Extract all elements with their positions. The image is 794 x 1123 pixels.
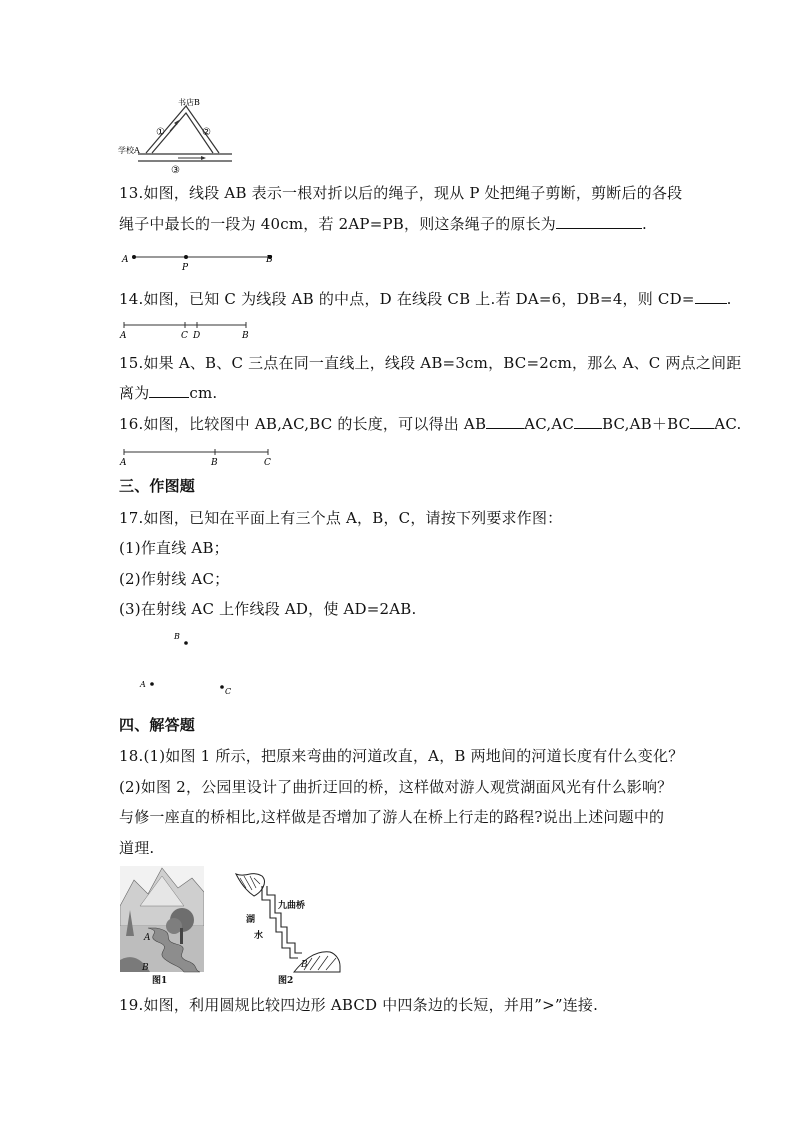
q13-figure — [118, 249, 288, 273]
section-4-heading: 四、解答题 — [119, 716, 196, 734]
q14-text: 14.如图，已知 C 为线段 AB 的中点，D 在线段 CB 上.若 DA=6，DB=4，则 CD= . — [119, 290, 732, 308]
q16-figure — [118, 444, 278, 468]
q16-label-a: A — [120, 458, 127, 468]
q14-figure — [118, 317, 258, 341]
q15-line2: 离为 cm. — [119, 384, 218, 402]
q16-label-c: C — [264, 458, 271, 468]
q17-label-a: A — [140, 680, 146, 689]
q19-line1: 19.如图，利用圆规比较四边形 ABCD 中四条边的长短，并用”>”连接. — [119, 996, 599, 1014]
q13-line1: 13.如图，线段 AB 表示一根对折以后的绳子，现从 P 处把绳子剪断，剪断后的各段 — [119, 184, 683, 202]
q14-label-d: D — [193, 331, 201, 341]
q16-label-b: B — [211, 458, 218, 468]
q18-fig1-label-b: B — [142, 963, 149, 973]
q17-sub2: (2)作射线 AC； — [119, 570, 230, 588]
route-figure — [118, 95, 238, 177]
q17-figure — [130, 628, 240, 698]
bookstore-label: 书店B — [178, 98, 200, 107]
q16-text: 16.如图，比较图中 AB,AC,BC 的长度，可以得出 AB AC,AC BC,AB＋BC AC. — [119, 415, 742, 433]
q17-sub3: (3)在射线 AC 上作线段 AD，使 AD=2AB. — [119, 600, 417, 618]
q18-fig1-caption: 图1 — [152, 976, 168, 986]
q18-line1: 18.(1)如图 1 所示，把原来弯曲的河道改直，A，B 两地间的河道长度有什么变化？ — [119, 747, 684, 765]
q17-sub1: (1)作直线 AB； — [119, 539, 229, 557]
q17-label-c: C — [225, 687, 232, 696]
section-3-heading: 三、作图题 — [119, 477, 196, 495]
q18-fig1-label-a: A — [144, 933, 151, 943]
route-2-label: ② — [202, 127, 211, 138]
q13-label-b: B — [266, 255, 273, 265]
q18-line4: 道理. — [119, 839, 155, 857]
q18-line2: (2)如图 2，公园里设计了曲折迂回的桥，这样做对游人观赏湖面风光有什么影响？ — [119, 778, 673, 796]
q18-fig2-label-b: B — [301, 960, 308, 970]
school-label: 学校A — [118, 146, 140, 155]
q18-fig2-caption: 图2 — [278, 976, 294, 986]
route-1-label: ① — [156, 127, 165, 138]
q13-line2: 绳子中最长的一段为 40cm，若 2AP=PB，则这条绳子的原长为 . — [119, 215, 647, 233]
q18-line3: 与修一座直的桥相比,这样做是否增加了游人在桥上行走的路程?说出上述问题中的 — [119, 808, 665, 826]
q18-figure1 — [120, 866, 204, 986]
q18-fig2-lake-label-2: 水 — [254, 931, 264, 941]
q17-label-b: B — [174, 632, 180, 641]
q14-label-a: A — [120, 331, 127, 341]
q14-label-b: B — [242, 331, 249, 341]
q18-figure2 — [232, 866, 342, 986]
q18-fig2-bridge-label: 九曲桥 — [278, 901, 306, 911]
q13-label-a: A — [122, 255, 129, 265]
q15-line1: 15.如果 A、B、C 三点在同一直线上，线段 AB=3cm，BC=2cm，那么 A、C 两点之间距 — [119, 354, 742, 372]
q14-label-c: C — [181, 331, 188, 341]
q18-fig2-lake-label-1: 湖 — [246, 915, 256, 925]
q17-line1: 17.如图，已知在平面上有三个点 A，B，C，请按下列要求作图： — [119, 509, 563, 527]
q13-label-p: P — [182, 263, 189, 273]
route-3-label: ③ — [171, 165, 180, 176]
